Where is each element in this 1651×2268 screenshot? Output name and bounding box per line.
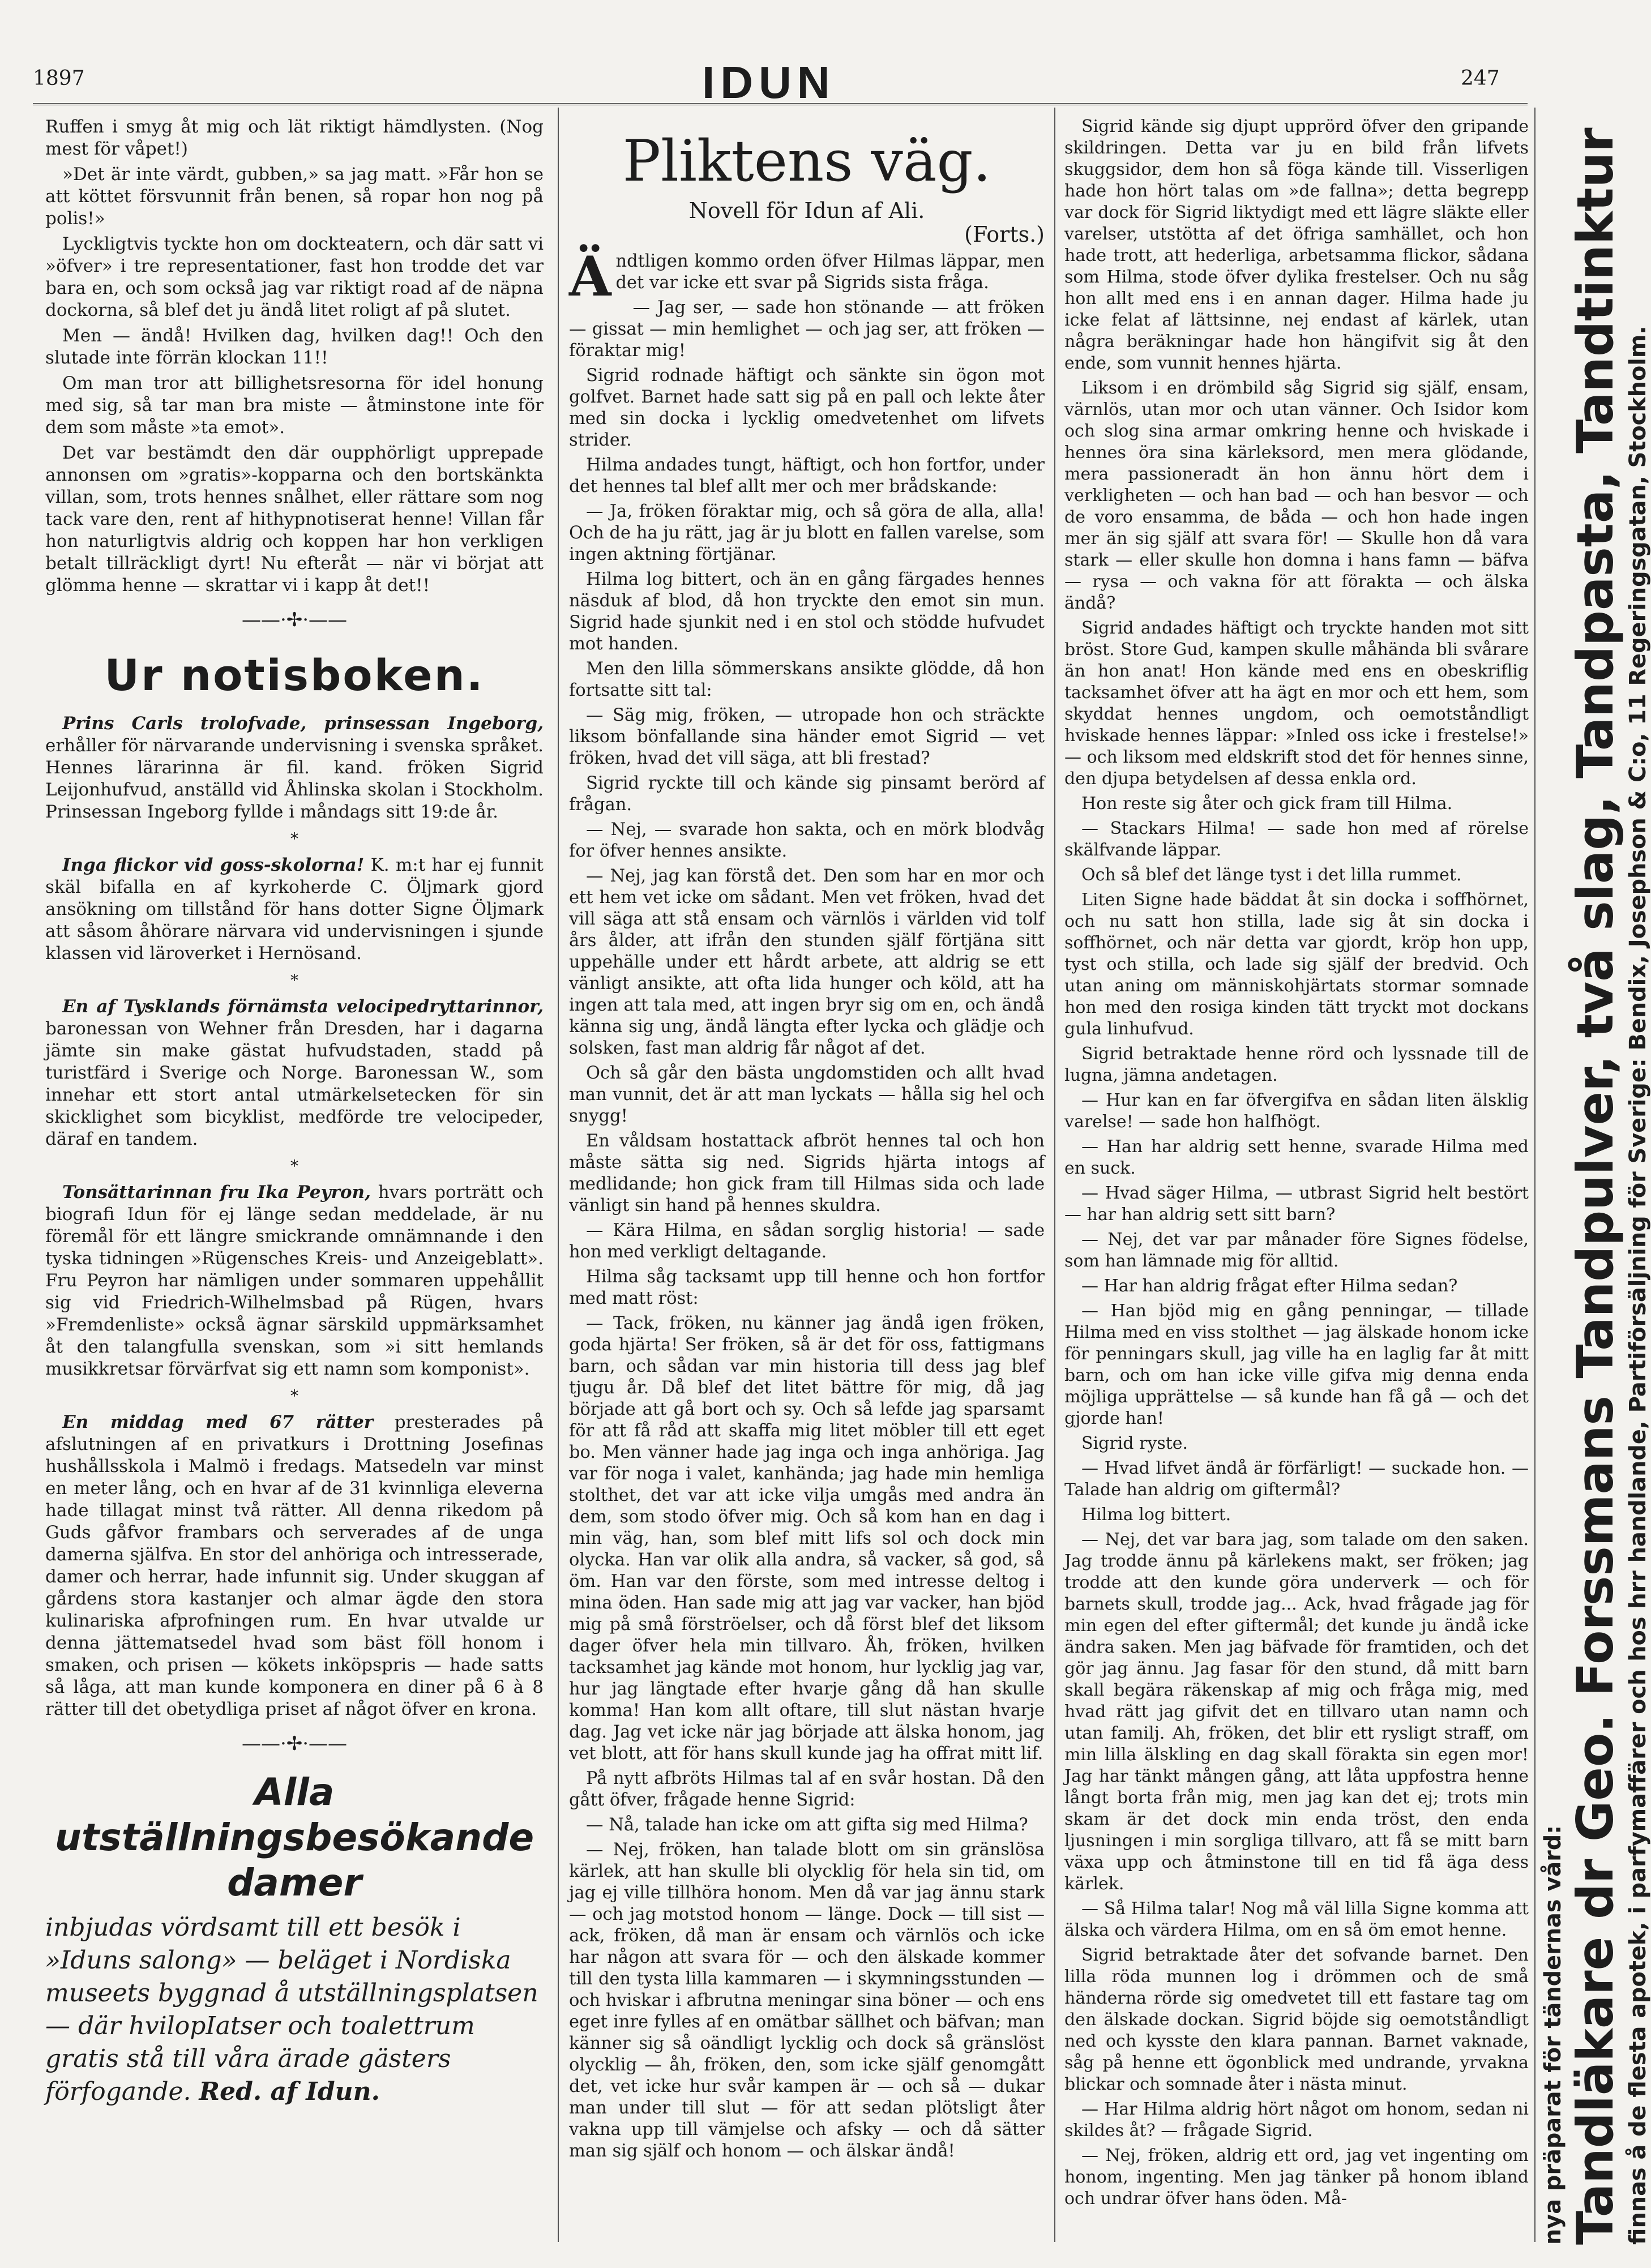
paragraph-text: ndtligen kommo orden öfver Hilmas läppar, men det var icke ett svar på Sigrids sista fråga. xyxy=(615,251,1045,293)
story-continued-note: (Forts.) xyxy=(964,222,1045,247)
notice-text: presterades på afslutningen af en privatkurs i Drottning Josefinas hushållsskola i Malmö i fredags. Matsedeln var minst en meter lång, och en hvar af de 31 kvinnliga eleverna hade tillagat minst två rätter. All denna rikedom på Guds gåfvor frambars och serverades af de unga damerna själfva. En stor del anhöriga och intresserade, damer och herrar, hade infunnit sig. Under skuggan af gårdens stora kastanjer och almar ägde den stora kulinariska afprofningen rum. En hvar utvalde ur denna jättematsedel hvad som bäst föll honom i smaken, och prisen — kökets inköpspris — hade satts så låga, att man kunde komponera en diner på 6 à 8 rätter till det obetydliga priset af något öfver en krona. xyxy=(45,1412,544,1719)
story-title: Pliktens väg. xyxy=(622,128,991,194)
notice-text: baronessan von Wehner från Dresden, har i dagarna jämte sin make gästat hufvudstaden, stadd på turistfärd i Sverige och Norge. Baronessan W., som innehar ett stort antal utmärkelsetecken för sin skicklighet som bicyklist, medförde tre velocipeder, däraf en tandem. xyxy=(45,1019,544,1149)
paragraph: — Nej, jag kan förstå det. Den som har en mor och ett hem vet icke om sådant. Men vet fröken, hvad det vill säga att stå ensam och värnlös i världen vid tolf års ålder, att ifrån den stunden själf förtjäna sitt uppehälle under ett hårdt arbete, att aldrig se ett vänligt ansikte, att ofta lida hunger och köld, att ha ingen att tala med, att ingen bryr sig om en, och ändå känna sig ung, ändå längta efter lycka och glädje och solsken, fast man aldrig får något af det. xyxy=(569,866,1045,1058)
notice-item xyxy=(45,854,544,965)
ad-headline: Tandläkare dr Geo. Forssmans Tandpulver, två slag, Tandpasta, Tandtinktur xyxy=(1566,127,1624,2245)
paragraph: — Hvad säger Hilma, — utbrast Sigrid helt bestört — har han aldrig sett sitt barn? xyxy=(1064,1183,1529,1225)
paragraph: Och så går den bästa ungdomstiden och allt hvad man vunnit, det är att man lyckats — hålla sig hel och snygg! xyxy=(569,1063,1045,1126)
paragraph: — Nej, det var par månader före Signes födelse, som han lämnade mig för alltid. xyxy=(1064,1230,1529,1271)
paragraph: Sigrid andades häftigt och tryckte handen mot sitt bröst. Store Gud, kampen skulle måhända bli svårare än hon anat! Hon kände med ens en obeskriflig tacksamhet öfver att ha ägt en mor och ett hem, som skyddat hennes ungdom, och oemotståndligt hviskade hennes läppar: »Inled oss icke i frestelse!» — och liksom med eldskrift stod det för hennes sinne, den djupa betydelsen af dessa enkla ord. xyxy=(1064,618,1529,789)
notice-separator-star: * xyxy=(290,971,298,990)
paragraph: Sigrid kände sig djupt upprörd öfver den gripande skildringen. Detta var ju en bild från lifvets skuggsidor, dem hon så föga kände till. Visserligen hade hon hört talas om »de fallna»; detta begrepp var dock för Sigrid liktydigt med ett lägre släkte eller varelser, utstötta af det öfriga samhället, och hon hade trott, att hederliga, arbetsamma flickor, sådana som Hilma, stode öfver dylika frestelser. Och nu såg hon allt med ens i en annan dager. Hilma hade ju icke felat af lättsinne, nej endast af kärlek, utan några beräkningar hade hon hängifvit sig åt den ende, som vunnit hennes hjärta. xyxy=(1064,117,1529,373)
announcement-body: inbjudas vördsamt till ett besök i »Iduns salong» — beläget i Nordiska museets byggnad å utställningsplatsen — där hvilopIatser och toalettrum gratis stå till våra ärade gästers förfogande. xyxy=(45,1913,538,2106)
notice-text: erhåller för närvarande undervisning i svenska språket. Hennes lärarinna är fil. kand. fröken Sigrid Leijonhufvud, anställd vid Åhlinska skolan i Stockholm. Prinsessan Ingeborg fyllde i måndags sitt 19:de år. xyxy=(45,735,544,822)
paragraph: Lyckligtvis tyckte hon om dockteatern, och där satt vi »öfver» i tre representationer, fast hon trodde det var bara en, och som också jag var riktigt road af de näpna dockorna, så blef det ju ändå litet roligt af på slutet. xyxy=(45,234,544,320)
story-subtitle: Novell för Idun af Ali. xyxy=(688,198,925,223)
notice-text: hvars porträtt och biografi Idun för ej länge sedan meddelade, är nu föremål för ett längre smickrande omnämnande i den tyska tidningen »Rügensches Kreis- und Anzeigeblatt». Fru Peyron har nämligen under sommaren uppehållit sig vid Friedrich-Wilhelmsbad på Rügen, hvars »Fremdenliste» också ägnar särskild uppmärksamhet åt den talangfulla svenskan, som »i sitt hemlands musikkretsar förvärfvat sig ett namn som komponist». xyxy=(45,1182,544,1379)
announcement-title: Alla utställningsbesökande damer xyxy=(54,1770,534,1905)
paragraph: Men den lilla sömmerskans ansikte glödde, då hon fortsatte sitt tal: xyxy=(569,659,1045,700)
paragraph: — Säg mig, fröken, — utropade hon och sträckte liksom bönfallande sina händer emot Sigrid — vet fröken, hvad det vill säga, att bli frestad? xyxy=(569,705,1045,768)
paragraph: Sigrid betraktade åter det sofvande barnet. Den lilla röda munnen log i drömmen och de små händerna rörde sig omedvetet till ett fastare tag om den älskade dockan. Sigrid böjde sig oemotståndligt ned och kysste den klara pannan. Barnet vaknade, såg på henne ett ögonblick med undrande, yrvakna blickar och somnade åter i nästa minut. xyxy=(1064,1945,1529,2094)
paragraph: Liten Signe hade bäddat åt sin docka i soffhörnet, och nu satt hon stilla, lade sig åt sin docka i soffhörnet, och när detta var gjordt, kröp hon upp, tyst och stilla, och lade sig själf der bredvid. Och utan aning om människohjärtats stormar somnade hon med den rosiga kinden tätt tryckt mot dockans gula linhufvud. xyxy=(1064,890,1529,1039)
paragraph: — Nej, — svarade hon sakta, och en mörk blodvåg for öfver hennes ansikte. xyxy=(569,820,1045,861)
paragraph: — Kära Hilma, en sådan sorglig historia! — sade hon med verkligt deltagande. xyxy=(569,1221,1045,1262)
section-separator: ——·✢·—— xyxy=(241,1732,348,1755)
paragraph: »Det är inte värdt, gubben,» sa jag matt. »Får hon se att köttet försvunnit från benen, så ropar hon nog på polis!» xyxy=(45,164,544,229)
paragraph: — Jag ser, — sade hon stönande — att fröken — gissat — min hemlighet — och jag ser, att fröken — föraktar mig! xyxy=(569,298,1045,361)
notice-item xyxy=(45,996,544,1150)
paragraph: Hilma såg tacksamt upp till henne och hon fortfor med matt röst: xyxy=(569,1267,1045,1308)
notice-title: Inga flickor vid goss-skolorna! xyxy=(62,855,365,875)
paragraph: — Han har aldrig sett henne, svarade Hilma med en suck. xyxy=(1064,1137,1529,1178)
paragraph: Hon reste sig åter och gick fram till Hilma. xyxy=(1081,794,1453,814)
paragraph: — Ja, fröken föraktar mig, och så göra de alla, alla! Och de ha ju rätt, jag är ju blott en fallen varelse, som ingen aktning förtjänar. xyxy=(569,502,1045,564)
paragraph: Hilma log bittert, och än en gång färgades hennes näsduk af blod, då hon tryckte den emot sin mun. Sigrid hade sjunkit ned i en stol och stödde hufvudet mot handen. xyxy=(569,570,1045,654)
notice-item xyxy=(45,1411,544,1721)
section-title-notisboken: Ur notisboken. xyxy=(104,650,485,700)
paragraph: Hilma andades tungt, häftigt, och hon fortfor, under det hennes tal blef allt mer och mer brådskande: xyxy=(569,455,1045,497)
column-middle xyxy=(569,116,1045,2233)
column-divider xyxy=(1534,108,1535,2242)
paragraph: På nytt afbröts Hilmas tal af en svår hostan. Då den gått öfver, frågade henne Sigrid: xyxy=(569,1769,1045,1810)
paragraph: Sigrid rodnade häftigt och sänkte sin ögon mot golfvet. Barnet hade satt sig på en pall och lekte åter med sin docka i lycklig omedvetenhet om lifvets strider. xyxy=(569,366,1045,450)
paragraph: Sigrid betraktade henne rörd och lyssnade till de lugna, jämna andetagen. xyxy=(1064,1044,1529,1085)
paragraph: — Har Hilma aldrig hört något om honom, sedan ni skildes åt? — frågade Sigrid. xyxy=(1064,2099,1529,2141)
notice-text: K. m:t har ej funnit skäl bifalla en af kyrkoherde C. Öljmark gjord ansökning om tillstånd för hans dotter Signe Öljmark att såsom åhörare närvara vid undervisningen i sjunde klassen vid läroverket i Hernösand. xyxy=(45,855,544,964)
header-year: 1897 xyxy=(33,67,85,90)
paragraph: Om man tror att billighetsresorna för idel honung med sig, så tar man bra miste — åtminstone inte för dem som måste »ta emot». xyxy=(45,373,544,438)
column-right xyxy=(1064,116,1529,2233)
notice-title: En middag med 67 rätter xyxy=(62,1412,374,1432)
notice-item xyxy=(45,1182,544,1380)
drop-cap: Ä xyxy=(569,245,611,309)
notice-title: En af Tysklands förnämsta velocipedryttarinnor, xyxy=(62,996,544,1017)
notice-separator-star: * xyxy=(290,1387,298,1405)
notice-title: Prins Carls trolofvade, prinsessan Ingeborg, xyxy=(62,713,544,734)
paragraph: Sigrid ryckte till och kände sig pinsamt berörd af frågan. xyxy=(569,773,1045,815)
paragraph: — Hur kan en far öfvergifva en sådan liten älsklig varelse! — sade hon halfhögt. xyxy=(1064,1090,1529,1132)
paragraph: En våldsam hostattack afbröt hennes tal och hon måste sätta sig ned. Sigrids hjärta intogs af medlidande; hon gick fram till Hilmas sida och lade vänligt sin hand på hennes skuldra. xyxy=(569,1131,1045,1216)
notice-item xyxy=(45,713,544,823)
paragraph: — Nej, det var bara jag, som talade om den saken. Jag trodde ännu på kärlekens makt, ser fröken; jag trodde att den kunde göra underverk — och för barnets skull, trodde jag... Ack, hvad frågade jag för min egen del efter giftermål; det kunde ju ändå icke ändra saken. Men jag bäfvade för framtiden, och det gör jag ännu. Jag fasar för den stund, då mitt barn skall begära räkenskap af mig och fråga mig, med hvad rätt jag gifvit det en tillvaro utan namn och utan familj. Ah, fröken, det blir ett rysligt straff, om min lilla älskling en dag skall förakta sin egen mor! Jag har tänkt mången gång, att låta uppfostra henne långt borta från mig, men jag kan det ej; trots min skam är det dock min enda tröst, den enda ljusningen i min sorgliga tillvaro, att få se mitt barn växa upp och åtminstone till en tid få äga dess kärlek. xyxy=(1064,1530,1529,1894)
column-divider xyxy=(1054,108,1055,2242)
announcement-signature: Red. af Idun. xyxy=(199,2077,380,2106)
paragraph: — Hvad lifvet ändå är förfärligt! — suckade hon. — Talade han aldrig om giftermål? xyxy=(1064,1458,1529,1500)
paragraph: — Så Hilma talar! Nog må väl lilla Signe komma att älska och värdera Hilma, om en så öm emot henne. xyxy=(1064,1899,1529,1940)
paragraph: Men — ändå! Hvilken dag, hvilken dag!! Och den slutade inte förrän klockan 11!! xyxy=(45,326,544,368)
ad-tagline: nya präparat för tändernas vård: xyxy=(1540,1825,1566,2245)
section-separator: ——·✢·—— xyxy=(241,609,348,631)
notice-separator-star: * xyxy=(290,1157,298,1175)
paragraph: — Har han aldrig frågat efter Hilma sedan? xyxy=(1081,1276,1458,1296)
paragraph: Och så blef det länge tyst i det lilla rummet. xyxy=(1081,865,1462,885)
paragraph: Hilma log bittert. xyxy=(1081,1505,1231,1525)
notice-title: Tonsättarinnan fru Ika Peyron, xyxy=(62,1182,371,1203)
paragraph: — Nej, fröken, aldrig ett ord, jag vet ingenting om honom, ingenting. Men jag tänker på honom ibland och undrar öfver hans öden. Må- xyxy=(1064,2146,1529,2209)
announcement-text xyxy=(45,1911,544,2108)
paragraph xyxy=(569,245,1045,309)
header-page-number: 247 xyxy=(1461,67,1500,90)
side-advertisement-rotated xyxy=(1540,116,1651,2245)
paragraph: — Nå, talade han icke om att gifta sig med Hilma? xyxy=(586,1815,1028,1835)
paragraph: — Stackars Hilma! — sade hon med af rörelse skälfvande läppar. xyxy=(1064,819,1529,860)
paragraph: Liksom i en drömbild såg Sigrid sig själf, ensam, värnlös, utan mor och utan vänner. Och Isidor kom och slog sina armar omkring henne och hviskade i hennes öra sina kärleksord, men mera glödande, mera passioneradt än hon ännu hört dem i verkligheten — och han bad — och han besvor — och de voro ensamma, de båda — och hon hade ingen mer än sig själf att svara för! — Skulle hon då vara stark — eller skulle hon domna i hans famn — bäfva — rysa — och vakna för att förakta — och älska ändå? xyxy=(1064,378,1529,613)
paragraph: Ruffen i smyg åt mig och lät riktigt hämdlysten. (Nog mest för våpet!) xyxy=(45,117,544,159)
paragraph: Det var bestämdt den där oupphörligt upprepade annonsen om »gratis»-kopparna och den bortskänkta villan, som, trots hennes snålhet, eller rättare som nog tack vare den, rent af hithypnotiserat henne! Villan får hon naturligtvis aldrig och koppen har hon verkligen betalt tillräckligt dyrt! Nu efteråt — när vi börjat att glömma henne — skrattar vi i kapp åt det!! xyxy=(45,443,544,596)
header-rule xyxy=(33,103,1528,105)
paragraph: — Tack, fröken, nu känner jag ändå igen fröken, goda hjärta! Ser fröken, så är det för oss, fattigmans barn, och sådan var min historia till dess jag blef tjugu år. Då blef det litet bättre för mig, då jag började att gå bort och sy. Och så lefde jag sparsamt för att få råd att skaffa mig litet möbler till ett eget bo. Men vänner hade jag inga och inga anhöriga. Jag var för noga i valet, kanhända; jag hade min hemliga stolthet, det var att icke vilja umgås med andra än dem, som stodo öfver mig. Och så kom han en dag i min väg, han, som blef mitt lifs sol och dock min olycka. Han var olik alla andra, så vacker, så god, så öm. Han var den förste, som med intresse deltog i mina öden. Han sade mig att jag var vacker, han bjöd mig på små förströelser, och då först blef det liksom dager öfver hela min tillvaro. Åh, fröken, hvilken tacksamhet jag kände mot honom, hur lycklig jag var, hur jag längtade efter hvarje gång då han skulle komma! Han kom allt oftare, till slut nästan hvarje dag. Jag vet icke när jag började att älska honom, jag vet blott, att för hans skull kunde jag ha offrat mitt lif. xyxy=(569,1313,1045,1764)
notice-separator-star: * xyxy=(290,829,298,848)
side-advertisement xyxy=(1540,116,1651,2245)
masthead-title: IDUN xyxy=(702,57,836,108)
column-left xyxy=(45,116,544,2233)
column-divider xyxy=(558,108,559,2242)
paragraph: Sigrid ryste. xyxy=(1081,1433,1188,1453)
ad-retail-info: finnas å de flesta apotek, i parfymaffärer och hos hrr handlande, Partiförsäljning för Sverige: Bendix, Josephson & C:o, 11 Regeringsgatan, Stockholm. xyxy=(1625,326,1651,2245)
paragraph: — Nej, fröken, han talade blott om sin gränslösa kärlek, att han skulle bli olycklig för hela sin tid, om jag ej ville tillhöra honom. Men då var jag ännu stark — och jag motstod honom — länge. Dock — till sist — ack, fröken, då man är ensam och värnlös och icke har någon att svara för — och den älskade kommer till den tysta lilla kammaren — i skymningsstunden — och hviskar i afbrutna meningar sina böner — och ens eget inre fylles af en omätbar sällhet och bäfvan; man känner sig så oändligt lycklig och dock så gränslöst olycklig — åh, fröken, den, som icke själf genomgått det, vet icke hur svår kampen är — och så — dukar man under till slut — för att sedan plötsligt åter vakna upp till vämjelse och afsky — och då sätter man sig själf och honom — och älskar ändå! xyxy=(569,1840,1045,2161)
paragraph: — Han bjöd mig en gång penningar, — tillade Hilma med en viss stolthet — jag älskade honom icke för penningars skull, jag ville ha en laglig far åt mitt barn, och om han icke ville gifva mig denna enda möjliga upprättelse — så kunde han få gå — och det gjorde han! xyxy=(1064,1301,1529,1428)
